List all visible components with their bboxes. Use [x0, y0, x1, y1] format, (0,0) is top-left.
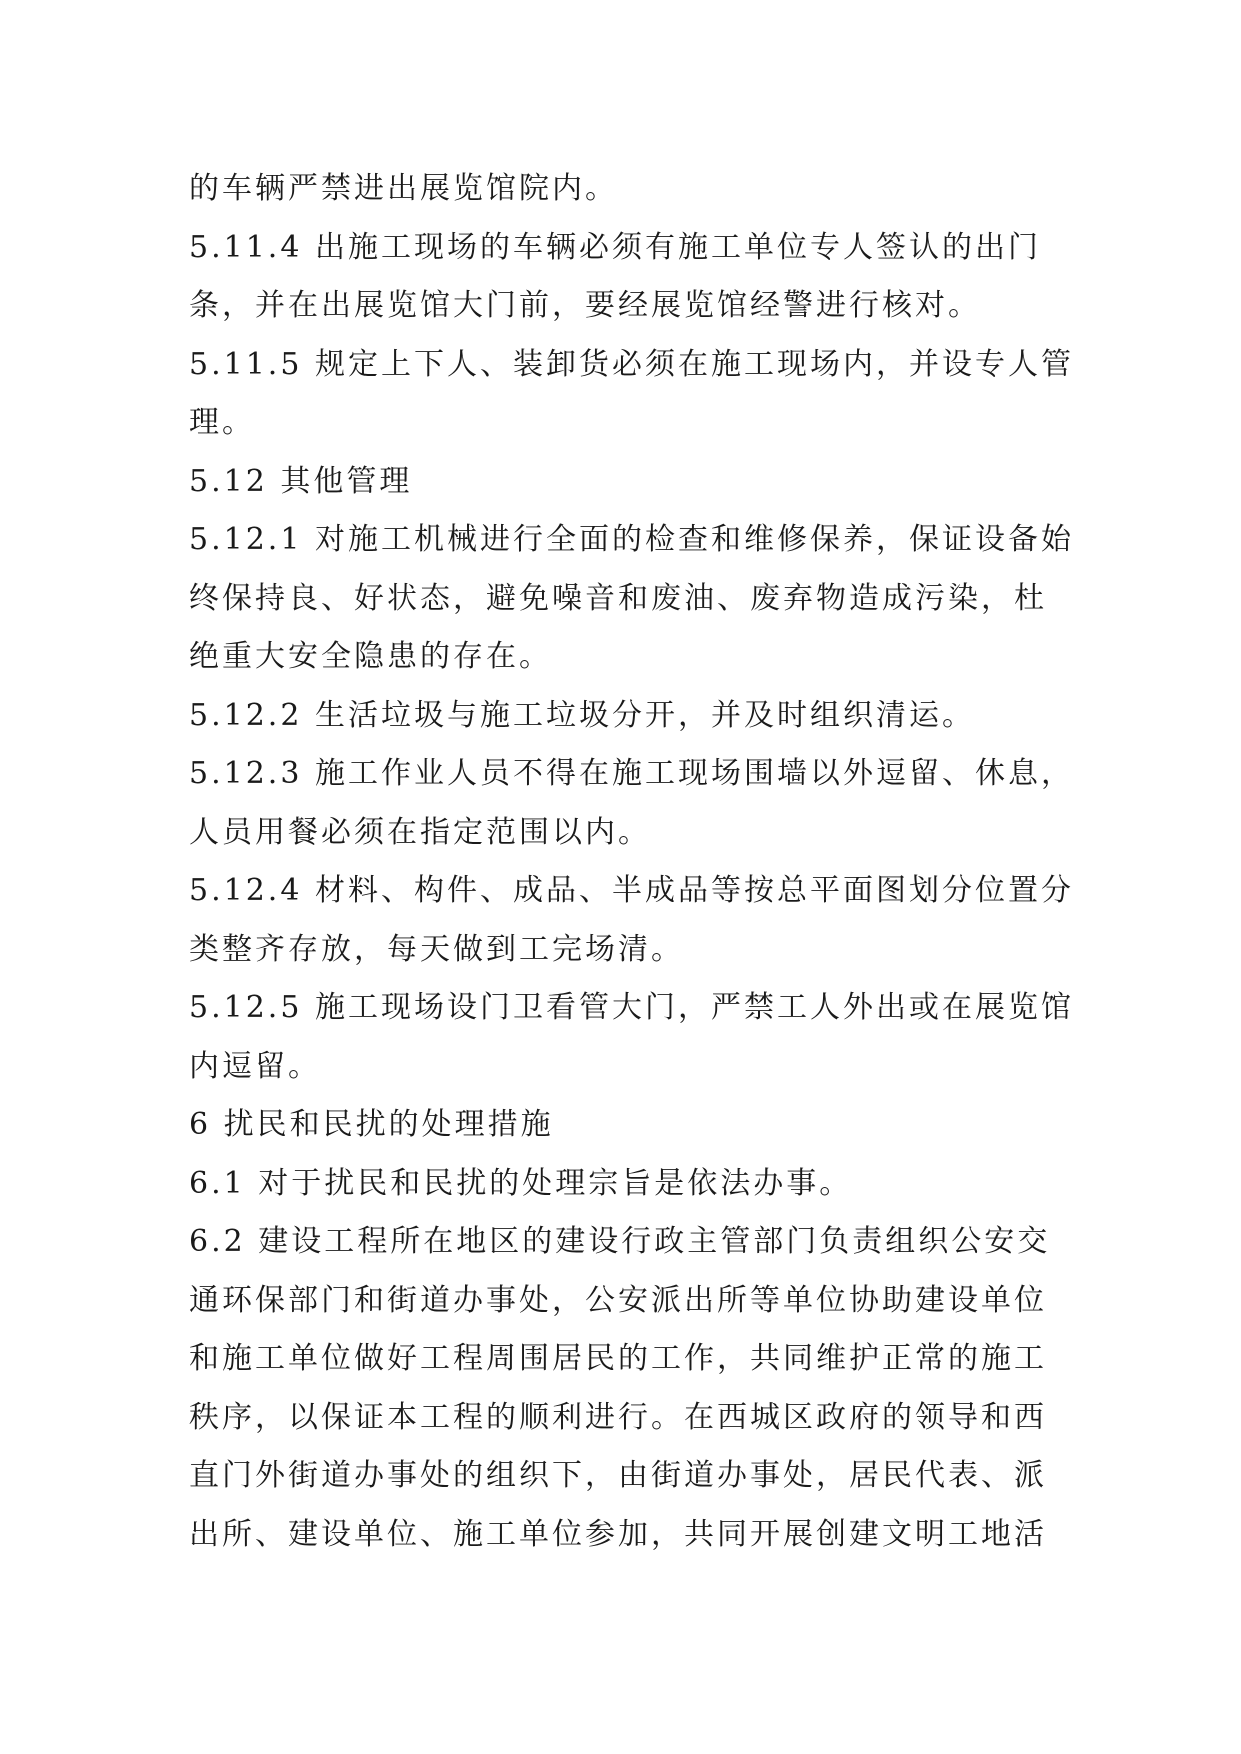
text-line: 5.12.2 生活垃圾与施工垃圾分开，并及时组织清运。 — [189, 697, 975, 733]
text-line: 5.12.4 材料、构件、成品、半成品等按总平面图划分位置分 — [189, 873, 1074, 908]
text-line: 的车辆严禁进出展览馆院内。 — [189, 171, 618, 206]
text-line: 5.12.5 施工现场设门卫看管大门，严禁工人外出或在展览馆 — [189, 990, 1074, 1025]
text-line: 绝重大安全隐患的存在。 — [189, 639, 552, 674]
text-line: 6.2 建设工程所在地区的建设行政主管部门负责组织公安交 — [189, 1224, 1051, 1259]
text-line: 类整齐存放，每天做到工完场清。 — [189, 931, 684, 967]
text-line: 秩序，以保证本工程的顺利进行。在西城区政府的领导和西 — [189, 1399, 1047, 1435]
text-line: 人员用餐必须在指定范围以内。 — [189, 814, 651, 850]
text-line: 内逗留。 — [189, 1048, 321, 1084]
text-line: 和施工单位做好工程周围居民的工作，共同维护正常的施工 — [189, 1341, 1047, 1376]
text-line: 5.11.4 出施工现场的车辆必须有施工单位专人签认的出门 — [189, 229, 1041, 265]
text-line: 出所、建设单位、施工单位参加，共同开展创建文明工地活 — [189, 1516, 1047, 1552]
text-line: 终保持良、好状态，避免噪音和废油、废弃物造成污染，杜 — [189, 580, 1047, 616]
section-heading: 6 扰民和民扰的处理措施 — [189, 1107, 554, 1142]
text-line: 5.12.3 施工作业人员不得在施工现场围墙以外逗留、休息， — [189, 756, 1074, 791]
text-line: 5.12.1 对施工机械进行全面的检查和维修保养，保证设备始 — [189, 522, 1074, 557]
text-line: 6.1 对于扰民和民扰的处理宗旨是依法办事。 — [189, 1165, 853, 1201]
text-line: 直门外街道办事处的组织下，由街道办事处，居民代表、派 — [189, 1458, 1047, 1493]
body-text — [189, 160, 1074, 1564]
text-line: 理。 — [189, 405, 255, 440]
text-line: 条，并在出展览馆大门前，要经展览馆经警进行核对。 — [189, 288, 981, 323]
section-heading: 5.12 其他管理 — [189, 463, 413, 499]
text-line: 通环保部门和街道办事处，公安派出所等单位协助建设单位 — [189, 1282, 1047, 1318]
text-line: 5.11.5 规定上下人、装卸货必须在施工现场内，并设专人管 — [189, 346, 1074, 382]
